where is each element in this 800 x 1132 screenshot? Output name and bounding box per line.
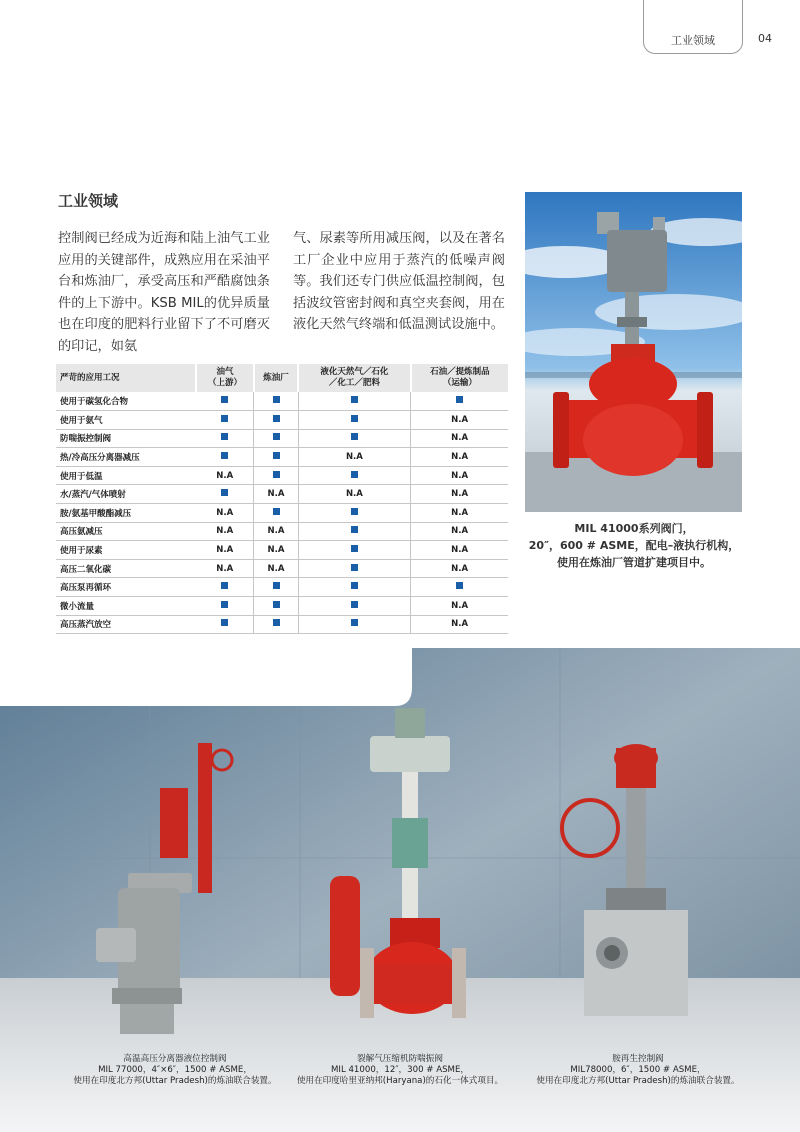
row-label: 高压二氧化碳 [56,559,196,578]
na-cell: N.A [411,615,508,634]
filled-square-icon [351,545,358,552]
filled-square-icon [273,508,280,515]
applicable-cell [298,559,411,578]
bottom-caption-3 [528,1054,748,1087]
row-label: 水/蒸汽/气体喷射 [56,485,196,504]
applicable-cell [254,615,298,634]
na-cell: N.A [196,522,254,541]
table-row [56,466,508,485]
table-row [56,578,508,597]
na-cell: N.A [254,541,298,560]
table-header-row [56,364,508,392]
row-label: 高压蒸汽放空 [56,615,196,634]
page-number: 04 [758,32,772,45]
header-section-label: 工业领域 [671,34,715,47]
table-row [56,429,508,448]
filled-square-icon [273,452,280,459]
header-petroleum-products: 石油／提炼制品 （运输） [411,364,508,392]
na-cell: N.A [411,411,508,430]
caption-line: 使用在印度哈里亚纳邦(Haryana)的石化一体式项目。 [296,1076,504,1086]
filled-square-icon [273,601,280,608]
table-row [56,541,508,560]
caption-line: 使用在印度北方邦(Uttar Pradesh)的炼油联合装置。 [73,1076,277,1086]
header-lng-petrochem: 液化天然气／石化 ／化工／肥料 [298,364,411,392]
valve-photo-top [525,192,742,512]
na-cell: N.A [411,541,508,560]
filled-square-icon [456,582,463,589]
row-label: 高压氨减压 [56,522,196,541]
filled-square-icon [351,415,358,422]
na-cell: N.A [411,504,508,523]
filled-square-icon [221,582,228,589]
filled-square-icon [221,619,228,626]
row-label: 热/冷高压分离器减压 [56,448,196,467]
applicable-cell [298,411,411,430]
row-label: 胺/氨基甲酸酯减压 [56,504,196,523]
applicable-cell [298,541,411,560]
filled-square-icon [221,433,228,440]
applicable-cell [254,392,298,411]
applicable-cell [196,578,254,597]
applicable-cell [254,504,298,523]
applicable-cell [298,522,411,541]
applicable-cell [254,429,298,448]
row-label: 使用于尿素 [56,541,196,560]
applicable-cell [254,448,298,467]
applicable-cell [196,411,254,430]
na-cell: N.A [411,597,508,616]
na-cell: N.A [411,522,508,541]
application-table [56,364,508,634]
na-cell: N.A [196,541,254,560]
row-label: 微小流量 [56,597,196,616]
caption-line: MIL 77000，4″×6″，1500 # ASME， [98,1065,252,1075]
caption-line: MIL 41000系列阀门， [574,522,694,535]
applicable-cell [254,466,298,485]
na-cell: N.A [254,485,298,504]
photo-top-caption [528,520,740,571]
applicable-cell [298,504,411,523]
table-row [56,448,508,467]
caption-line: MIL78000，6″，1500 # ASME， [570,1065,706,1075]
filled-square-icon [221,452,228,459]
applicable-cell [196,429,254,448]
caption-line: 胺再生控制阀 [612,1054,664,1064]
filled-square-icon [351,396,358,403]
applicable-cell [298,578,411,597]
caption-line: 裂解气压缩机防喘振阀 [357,1054,443,1064]
table-row [56,392,508,411]
applicable-cell [254,597,298,616]
row-label: 使用于碳氢化合物 [56,392,196,411]
applicable-cell [196,448,254,467]
filled-square-icon [221,415,228,422]
table-row [56,411,508,430]
table-row [56,522,508,541]
na-cell: N.A [196,504,254,523]
applicable-cell [196,597,254,616]
table-row [56,615,508,634]
row-label: 防喘振控制阀 [56,429,196,448]
filled-square-icon [221,489,228,496]
filled-square-icon [351,508,358,515]
na-cell: N.A [254,559,298,578]
filled-square-icon [273,396,280,403]
applicable-cell [254,411,298,430]
valve-illustration-top [525,192,742,512]
filled-square-icon [273,619,280,626]
applicable-cell [298,392,411,411]
na-cell: N.A [196,466,254,485]
na-cell: N.A [254,522,298,541]
filled-square-icon [351,526,358,533]
row-label: 高压泵再循环 [56,578,196,597]
filled-square-icon [351,601,358,608]
applicable-cell [196,485,254,504]
applicable-cell [411,578,508,597]
filled-square-icon [456,396,463,403]
filled-square-icon [351,471,358,478]
bottom-caption-1 [60,1054,290,1087]
applicable-cell [298,597,411,616]
filled-square-icon [273,415,280,422]
filled-square-icon [351,433,358,440]
table-row [56,485,508,504]
table-row [56,597,508,616]
na-cell: N.A [196,559,254,578]
caption-line: MIL 41000，12″，300 # ASME， [331,1065,469,1075]
na-cell: N.A [411,448,508,467]
filled-square-icon [221,601,228,608]
row-label: 使用于低温 [56,466,196,485]
applicable-cell [298,429,411,448]
filled-square-icon [273,433,280,440]
caption-line: 使用在印度北方邦(Uttar Pradesh)的炼油联合装置。 [536,1076,740,1086]
table-row [56,504,508,523]
body-paragraph-col2: 气、尿素等所用减压阀，以及在著名工厂企业中应用于蒸汽的低噪声阀等。我们还专门供应低温控制阀，包括波纹管密封阀和真空夹套阀，用在液化天然气终端和低温测试设施中。 [293,231,505,333]
na-cell: N.A [411,559,508,578]
applicable-cell [298,466,411,485]
filled-square-icon [273,582,280,589]
header-section-tab [643,0,743,54]
applicable-cell [411,392,508,411]
applicable-cell [196,615,254,634]
applicable-cell [196,392,254,411]
applicable-cell [254,578,298,597]
table-row [56,559,508,578]
body-paragraph-col1: 控制阀已经成为近海和陆上油气工业应用的关键部件，成熟应用在采油平台和炼油厂，承受高压和严酷腐蚀条件的上下游中。KSB MIL的优异质量也在印度的肥料行业留下了不可磨灭的印记，如氨 [58,231,270,354]
header-refinery: 炼油厂 [254,364,298,392]
filled-square-icon [351,619,358,626]
na-cell: N.A [411,429,508,448]
caption-line: 使用在炼油厂管道扩建项目中。 [557,556,711,569]
filled-square-icon [351,564,358,571]
bottom-caption-2 [290,1054,510,1087]
row-label: 使用于氨气 [56,411,196,430]
caption-line: 高温高压分离器液位控制阀 [123,1054,227,1064]
na-cell: N.A [298,485,411,504]
applicable-cell [298,615,411,634]
caption-line: 20″，600 # ASME，配电–液执行机构， [528,539,740,552]
header-oil-gas: 油气 （上游） [196,364,254,392]
section-title: 工业领域 [58,192,119,210]
header-conditions: 严苛的应用工况 [56,364,196,392]
na-cell: N.A [411,466,508,485]
filled-square-icon [221,396,228,403]
na-cell: N.A [298,448,411,467]
filled-square-icon [351,582,358,589]
na-cell: N.A [411,485,508,504]
filled-square-icon [273,471,280,478]
